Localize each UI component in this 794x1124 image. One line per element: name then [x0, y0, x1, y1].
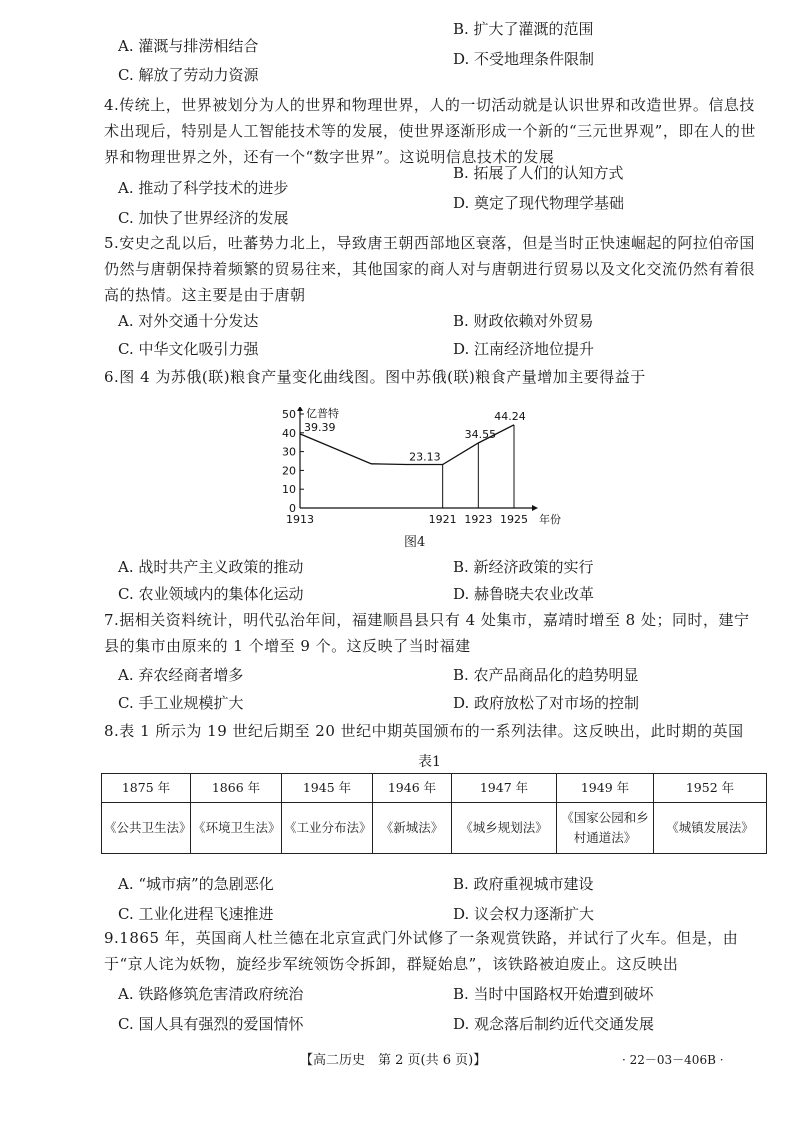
x-tick-label: 1925 — [500, 513, 528, 526]
q7-option-b: B. 农产品商品化的趋势明显 — [453, 666, 639, 684]
q9-option-d: D. 观念落后制约近代交通发展 — [453, 1015, 655, 1033]
data-label: 34.55 — [464, 428, 497, 442]
law-cell: 《公共卫生法》 — [102, 803, 191, 854]
q9-option-b: B. 当时中国路权开始遭到破坏 — [453, 985, 654, 1003]
q3-options — [118, 18, 758, 89]
x-tick-label: 1913 — [286, 513, 314, 526]
q5-option-a: A. 对外交通十分发达 — [118, 312, 259, 330]
x-axis-arrow — [532, 505, 538, 511]
q6-option-a: A. 战时共产主义政策的推动 — [118, 558, 304, 576]
q4-options — [118, 162, 758, 232]
q8-stem: 8.表 1 所示为 19 世纪后期至 20 世纪中期英国颁布的一系列法律。这反映出，此时期的英国 — [104, 722, 744, 740]
year-cell: 1947 年 — [452, 774, 557, 803]
year-cell: 1952 年 — [654, 774, 767, 803]
q7-option-a: A. 弃农经商者增多 — [118, 666, 244, 684]
y-tick-label: 20 — [282, 464, 296, 478]
table-row-laws — [102, 803, 767, 854]
y-tick-label: 50 — [282, 408, 296, 421]
footer-page-info: 【高二历史 第 2 页(共 6 页)】 — [300, 1053, 487, 1068]
law-cell: 《国家公园和乡村通道法》 — [557, 803, 654, 854]
q8-option-b: B. 政府重视城市建设 — [453, 875, 594, 893]
q8-options — [118, 873, 758, 928]
figure-caption: 图4 — [404, 535, 426, 550]
x-axis-label: 年份 — [539, 513, 561, 526]
q5-option-c: C. 中华文化吸引力强 — [118, 340, 259, 358]
y-tick-label: 10 — [282, 483, 296, 497]
q8-option-c: C. 工业化进程飞速推进 — [118, 905, 274, 923]
q9-stem: 9.1865 年，英国商人杜兰德在北京宣武门外试修了一条观赏铁路，并试行了火车。但是，由于“京人诧为妖物，旋经步军统领饬令拆卸，群疑始息”，该铁路被迫废止。这反映出 — [104, 929, 739, 973]
q3-option-d: D. 不受地理条件限制 — [453, 50, 595, 68]
q7-option-d: D. 政府放松了对市场的控制 — [453, 694, 640, 712]
q7-option-c: C. 手工业规模扩大 — [118, 694, 244, 712]
q5-option-b: B. 财政依赖对外贸易 — [453, 312, 594, 330]
law-cell: 《工业分布法》 — [282, 803, 373, 854]
q7-stem: 7.据相关资料统计，明代弘治年间，福建顺昌县只有 4 处集市，嘉靖时增至 8 处；同时，建宁县的集市由原来的 1 个增至 9 个。这反映了当时福建 — [104, 611, 750, 655]
data-label: 44.24 — [494, 409, 526, 423]
q8-option-d: D. 议会权力逐渐扩大 — [453, 905, 595, 923]
y-axis-label: 亿普特 — [306, 407, 339, 420]
year-cell: 1945 年 — [282, 774, 373, 803]
q6-option-d: D. 赫鲁晓夫农业改革 — [453, 585, 595, 603]
q5-option-d: D. 江南经济地位提升 — [453, 340, 595, 358]
q4-option-a: A. 推动了科学技术的进步 — [118, 179, 289, 197]
data-label: 39.39 — [304, 420, 336, 434]
grain-output-chart — [270, 407, 570, 532]
year-cell: 1875 年 — [102, 774, 191, 803]
data-label: 23.13 — [409, 450, 441, 464]
law-cell: 《新城法》 — [373, 803, 452, 854]
q6-stem: 6.图 4 为苏俄(联)粮食产量变化曲线图。图中苏俄(联)粮食产量增加主要得益于 — [104, 368, 646, 386]
q9-options — [118, 983, 758, 1038]
q9-option-c: C. 国人具有强烈的爱国情怀 — [118, 1015, 304, 1033]
table-row-years — [102, 774, 767, 803]
law-cell: 《城镇发展法》 — [654, 803, 767, 854]
q7-options — [118, 664, 758, 717]
y-tick-label: 30 — [282, 445, 296, 459]
q6-options — [118, 556, 758, 608]
q4-option-b: B. 拓展了人们的认知方式 — [453, 164, 624, 182]
y-axis-arrow — [297, 407, 303, 411]
q5-stem: 5.安史之乱以后，吐蕃势力北上，导致唐王朝西部地区衰落，但是当时正快速崛起的阿拉伯帝国仍然与唐朝保持着频繁的贸易往来，其他国家的商人对与唐朝进行贸易以及文化交流仍然有着很高的热情。这主要是由于唐朝 — [104, 234, 756, 304]
law-cell: 《城乡规划法》 — [452, 803, 557, 854]
q4-option-c: C. 加快了世界经济的发展 — [118, 209, 289, 227]
year-cell: 1949 年 — [557, 774, 654, 803]
q5-options — [118, 310, 758, 363]
y-tick-label: 40 — [282, 426, 296, 440]
q4-stem: 4.传统上，世界被划分为人的世界和物理世界，人的一切活动就是认识世界和改造世界。信息技术出现后，特别是人工智能技术等的发展，使世界逐渐形成一个新的“三元世界观”，即在人的世界和物理世界之外，还有一个“数字世界”。这说明信息技术的发展 — [104, 96, 756, 166]
law-table — [101, 773, 767, 854]
q6-option-b: B. 新经济政策的实行 — [453, 558, 594, 576]
table-caption: 表1 — [418, 754, 441, 770]
q9-option-a: A. 铁路修筑危害清政府统治 — [118, 985, 304, 1003]
q6-option-c: C. 农业领域内的集体化运动 — [118, 585, 304, 603]
q8-option-a: A. “城市病”的急剧恶化 — [118, 875, 274, 893]
q3-option-c: C. 解放了劳动力资源 — [118, 66, 259, 84]
page-footer — [0, 1049, 794, 1071]
year-cell: 1866 年 — [191, 774, 282, 803]
footer-code: · 22－03－406B · — [622, 1053, 724, 1067]
year-cell: 1946 年 — [373, 774, 452, 803]
q3-option-a: A. 灌溉与排涝相结合 — [118, 37, 259, 55]
x-tick-label: 1923 — [464, 513, 493, 526]
q4-option-d: D. 奠定了现代物理学基础 — [453, 194, 625, 212]
q3-option-b: B. 扩大了灌溉的范围 — [453, 20, 594, 38]
x-tick-label: 1921 — [428, 513, 457, 526]
law-cell: 《环境卫生法》 — [191, 803, 282, 854]
y-tick-label: 0 — [289, 502, 296, 515]
